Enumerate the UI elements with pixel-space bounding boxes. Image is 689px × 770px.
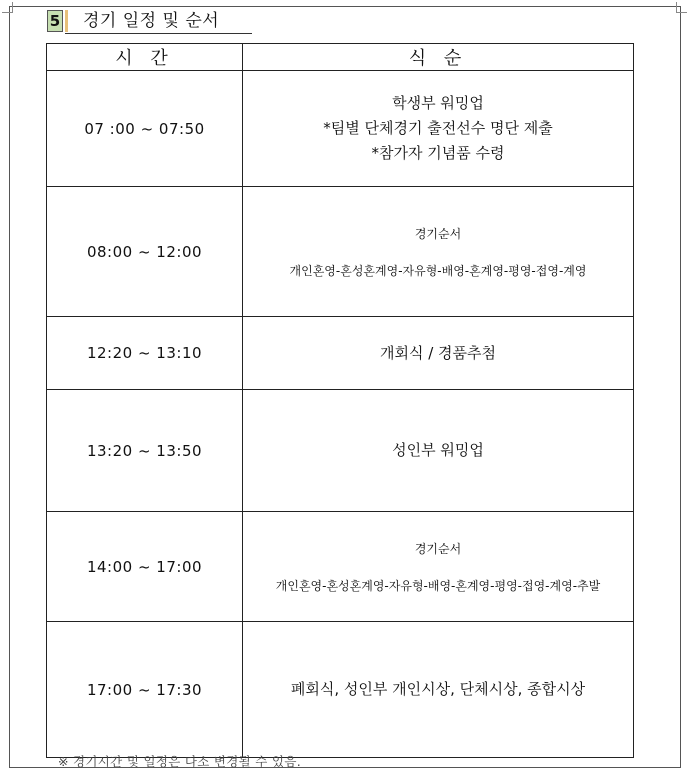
row-time: 13:20 ~ 13:50 — [47, 390, 243, 512]
section-underline — [65, 33, 252, 34]
section-title: 경기 일정 및 순서 — [83, 11, 220, 31]
row-time: 17:00 ~ 17:30 — [47, 622, 243, 758]
row-event — [243, 622, 634, 758]
row-event — [243, 512, 634, 622]
row-event — [243, 71, 634, 187]
event-detail: 개인혼영-혼성혼계영-자유형-배영-혼계영-평영-접영-계영 — [289, 263, 587, 278]
event-detail: 개인혼영-혼성혼계영-자유형-배영-혼계영-평영-접영-계영-추발 — [275, 578, 601, 593]
row-event — [243, 317, 634, 390]
row-time: 08:00 ~ 12:00 — [47, 187, 243, 317]
row-event — [243, 390, 634, 512]
header-time: 시 간 — [47, 44, 243, 71]
section-number: 5 — [47, 10, 63, 32]
row-event — [243, 187, 634, 317]
table-row — [47, 317, 634, 390]
section-accent-bar — [65, 10, 68, 32]
header-event: 식 순 — [243, 44, 634, 71]
event-line: 성인부 워밍업 — [392, 441, 484, 459]
event-line: 학생부 워밍업 — [392, 94, 484, 112]
row-time: 12:20 ~ 13:10 — [47, 317, 243, 390]
row-time: 07 :00 ~ 07:50 — [47, 71, 243, 187]
table-row — [47, 622, 634, 758]
event-line: 개회식 / 경품추첨 — [379, 343, 497, 362]
event-line: 폐회식, 성인부 개인시상, 단체시상, 종합시상 — [290, 680, 586, 698]
table-row — [47, 71, 634, 187]
row-time: 14:00 ~ 17:00 — [47, 512, 243, 622]
event-subtitle: 경기순서 — [414, 541, 462, 556]
schedule-table — [46, 43, 634, 758]
table-row — [47, 390, 634, 512]
table-row — [47, 512, 634, 622]
footnote: ※ 경기시간 및 일정은 다소 변경될 수 있음. — [58, 754, 301, 769]
event-line: *참가자 기념품 수령 — [371, 144, 505, 162]
corner-mark-top-left — [2, 2, 13, 13]
table-row — [47, 187, 634, 317]
table-header-row — [47, 44, 634, 71]
corner-mark-top-right — [676, 2, 687, 13]
section-header — [47, 8, 252, 34]
event-line: *팀별 단체경기 출전선수 명단 제출 — [323, 119, 553, 137]
event-subtitle: 경기순서 — [414, 226, 462, 241]
